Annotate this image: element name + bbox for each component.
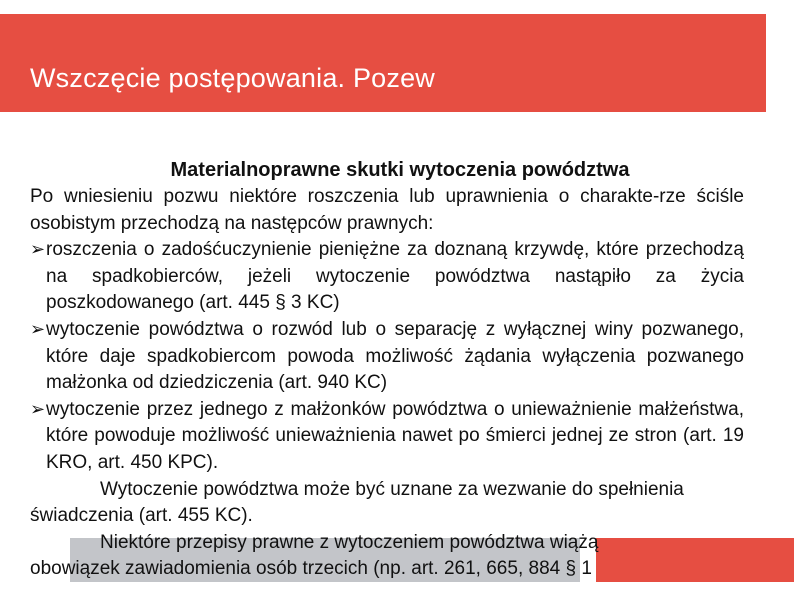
bullet-text-2: wytoczenie powództwa o rozwód lub o separację z wyłącznej winy pozwanego, które daje spadkobiercom powoda możliwość żądania wyłączenia pozwanego małżonka od dziedziczenia (art. 940 KC) xyxy=(46,318,744,394)
intro-paragraph: Po wniesieniu pozwu niektóre roszczenia lub uprawnienia o charakte-rze ściśle osobistym przechodzą na następców prawnych: xyxy=(30,186,744,234)
paragraph-wezwanie: Wytoczenie powództwa może być uznane za wezwanie do spełnienia świadczenia (art. 455 KC). xyxy=(30,478,684,527)
bullet-item-3 xyxy=(30,397,744,477)
bullet-item-1 xyxy=(30,237,744,317)
slide-body xyxy=(30,156,744,583)
slide-title-text: Wszczęcie postępowania. Pozew xyxy=(30,63,435,93)
bullet-text-1: roszczenia o zadośćuczynienie pieniężne za doznaną krzywdę, które przechodzą na spadkobierców, jeżeli wytoczenie powództwa nastąpiło za życia poszkodowanego (art. 445 § 3 KC) xyxy=(46,239,744,314)
arrow-bullet-icon: ➢ xyxy=(30,318,46,340)
bullet-text-3: wytoczenie przez jednego z małżonków powództwa o unieważnienie małżeństwa, które powoduje możliwość unieważnienia nawet po śmierci jednej ze stron (art. 19 KRO, art. 450 KPC). xyxy=(46,398,744,473)
bullet-item-2 xyxy=(30,317,744,397)
paragraph-przepisy: Niektóre przepisy prawne z wytoczeniem powództwa wiążą xyxy=(100,531,599,553)
slide-subtitle: Materialnoprawne skutki wytoczenia powództwa xyxy=(170,159,630,181)
arrow-bullet-icon: ➢ xyxy=(30,239,46,261)
slide-title xyxy=(30,63,435,94)
arrow-bullet-icon: ➢ xyxy=(30,398,46,420)
paragraph-przepisy-continued: obowiązek zawiadomienia osób trzecich (np. art. 261, 665, 884 § 1 xyxy=(30,558,592,580)
